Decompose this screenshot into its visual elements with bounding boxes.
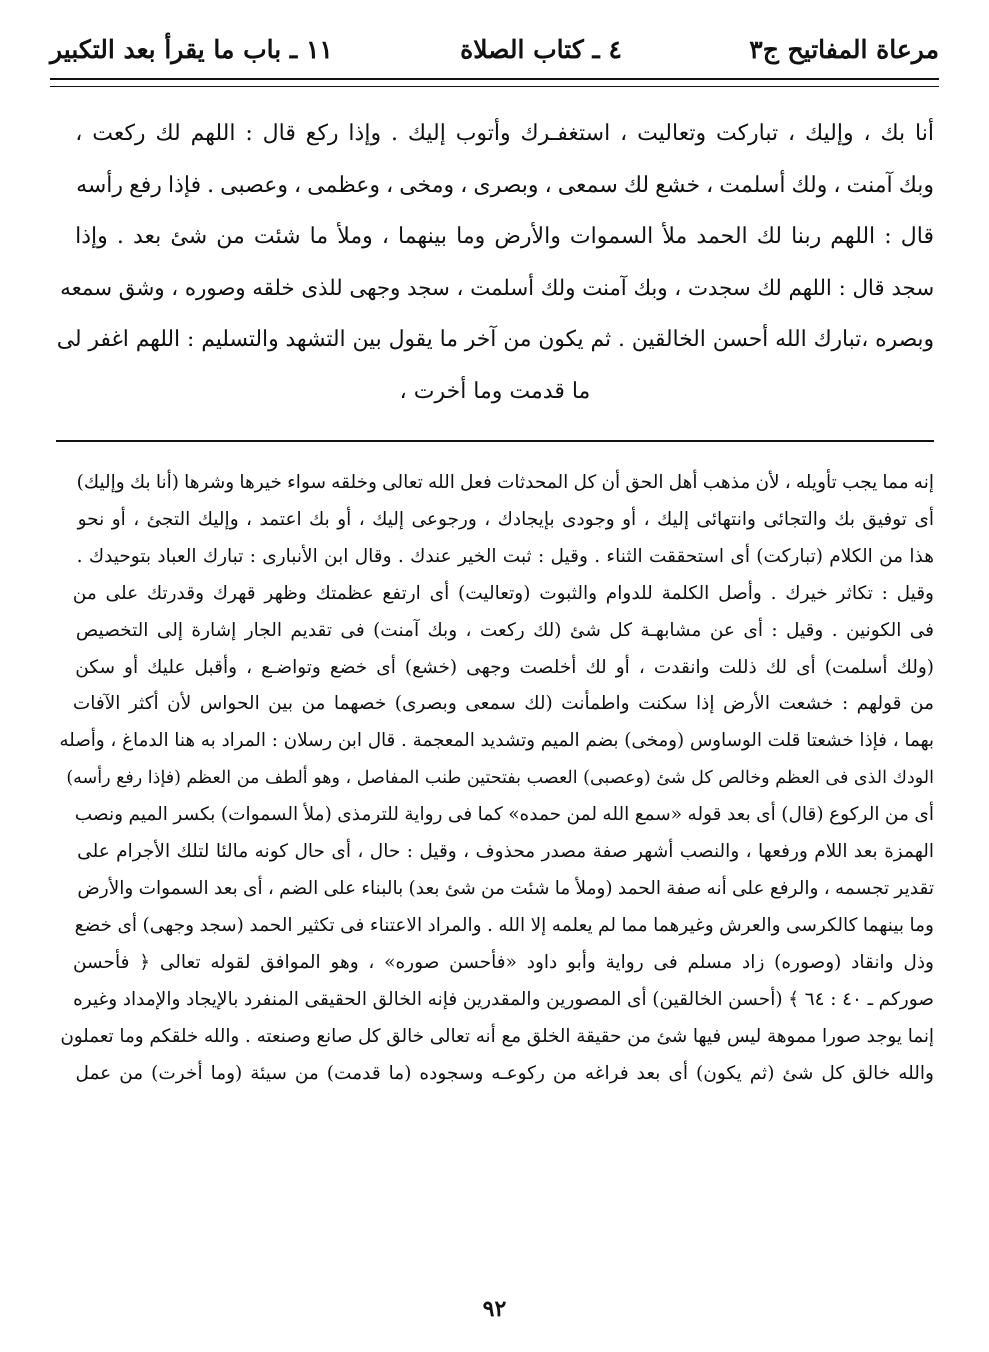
commentary-line: صوركم ـ ٤٠ : ٦٤ ﴾ (أحسن الخالقين) أى المصورين والمقدرين فإنه الخالق الحقيقى المنفرد بالإيجاد والإمداد وغيره: [73, 988, 934, 1010]
commentary-line: وقيل : تكاثر خيرك . وأصل الكلمة للدوام والثبوت (وتعاليت) أى ارتفع عظمتك وظهر قهرك وقدرتك على من: [72, 582, 934, 604]
commentary-line: فى الكونين . وقيل : أى عن مشابهـة كل شئ (لك ركعت ، وبك آمنت) فى تقديم الجار إشارة إلى التخصيص: [75, 619, 934, 641]
commentary-line: إنه مما يجب تأويله ، لأن مذهب أهل الحق أن كل المحدثات فعل الله تعالى وخلقه سواء خيرها وشرها (أنا بك وإليك): [76, 472, 934, 493]
commentary-line: أى توفيق بك والتجائى وانتهائى إليك ، أو وجودى بإيجادك ، ورجوعى إليك ، أو بك اعتمد ، وإليك التجئ ، أو نحو: [77, 508, 934, 530]
commentary-line: بهما ، فإذا خشعتا قلت الوساوس (ومخى) بضم الميم وتشديد المعجمة . قال ابن رسلان : المراد به هنا الدماغ ، وأصله: [59, 730, 934, 752]
commentary-line: إنما يوجد صورا مموهة ليس فيها شئ من حقيقة الخلق مع أنه تعالى خالق كل صانع وصنعته . والله خلقكم وما تعملون: [60, 1025, 934, 1047]
header-section: ١١ ـ باب ما يقرأ بعد التكبير: [50, 34, 333, 64]
header-chapter: ٤ ـ كتاب الصلاة: [460, 34, 622, 64]
commentary-text: [56, 465, 934, 1285]
commentary-line: والله خالق كل شئ (ثم يكون) أى بعد فراغه من ركوعـه وسجوده (ما قدمت) من سيئة (وما أخرت) من عمل: [75, 1062, 934, 1084]
commentary-line: وما بينهما كالكرسى والعرش وغيرهما مما لم يعلمه إلا الله . والمراد الاعتناء فى تكثير الحمد (سجد وجهى) أى خضع: [74, 914, 934, 936]
main-line: وبصره ،تبارك الله أحسن الخالقين . ثم يكون من آخر ما يقول بين التشهد والتسليم : اللهم اغفر لى: [56, 327, 934, 352]
commentary-line: من قولهم : خشعت الأرض إذا سكنت واطمأنت (لك سمعى وبصرى) خصهما من بين الحواس لأن أكثر الآفات: [72, 693, 934, 715]
main-line: قال : اللهم ربنا لك الحمد ملأ السموات والأرض وما بينهما ، وملأ ما شئت من شئ بعد . وإذا: [75, 224, 934, 249]
page-number: ٩٢: [482, 1296, 507, 1322]
commentary-line: (ولك أسلمت) أى لك ذللت وانقدت ، أو لك أخلصت وجهى (خشع) أى خضع وتواضـع ، وأقبل عليك أو سكن: [75, 656, 934, 678]
main-line: وبك آمنت ، ولك أسلمت ، خشع لك سمعى ، وبصرى ، ومخى ، وعظمى ، وعصبى . فإذا رفع رأسه: [76, 172, 934, 198]
header-double-rule: [50, 78, 939, 87]
commentary-line: أى من الركوع (قال) أى بعد قوله «سمع الله لمن حمده» كما فى رواية للترمذى (ملأ السموات) بكسر الميم ونصب: [74, 804, 934, 826]
header-book-volume: مرعاة المفاتيح ج٣: [749, 34, 939, 64]
hadith-text: [56, 108, 934, 428]
main-line: سجد قال : اللهم لك سجدت ، وبك آمنت ولك أسلمت ، سجد وجهى للذى خلقه وصوره ، وشق سمعه: [60, 275, 934, 301]
commentary-line: وذل وانقاد (وصوره) زاد مسلم فى رواية وأبو داود «فأحسن صوره» ، وهو الموافق لقوله تعالى ﴿ فأحسن: [72, 951, 934, 973]
commentary-line: الودك الذى فى العظم وخالص كل شئ (وعصبى) العصب بفتحتين طنب المفاصل ، وهو ألطف من العظم (فإذا رفع رأسه): [66, 768, 934, 789]
separator-rule: [56, 440, 934, 442]
main-line: أنا بك ، وإليك ، تباركت وتعاليت ، استغفـرك وأتوب إليك . وإذا ركع قال : اللهم لك ركعت ،: [75, 121, 934, 146]
main-line-last: ما قدمت وما أخرت ،: [399, 378, 591, 404]
commentary-line: تقدير تجسمه ، والرفع على أنه صفة الحمد (وملأ ما شئت من شئ بعد) بالبناء على الضم ، أى بعد السموات والأرض: [77, 877, 934, 899]
commentary-line: هذا من الكلام (تباركت) أى استحققت الثناء . وقيل : ثبت الخير عندك . وقال ابن الأنبارى : تبارك العباد بتوحيدك .: [76, 545, 934, 567]
commentary-line: الهمزة بعد اللام ورفعها ، والنصب أشهر صفة مصدر محذوف ، وقيل : حال ، أى حال كونه مالئا لتلك الأجرام على: [77, 841, 934, 863]
running-header: [50, 28, 939, 70]
